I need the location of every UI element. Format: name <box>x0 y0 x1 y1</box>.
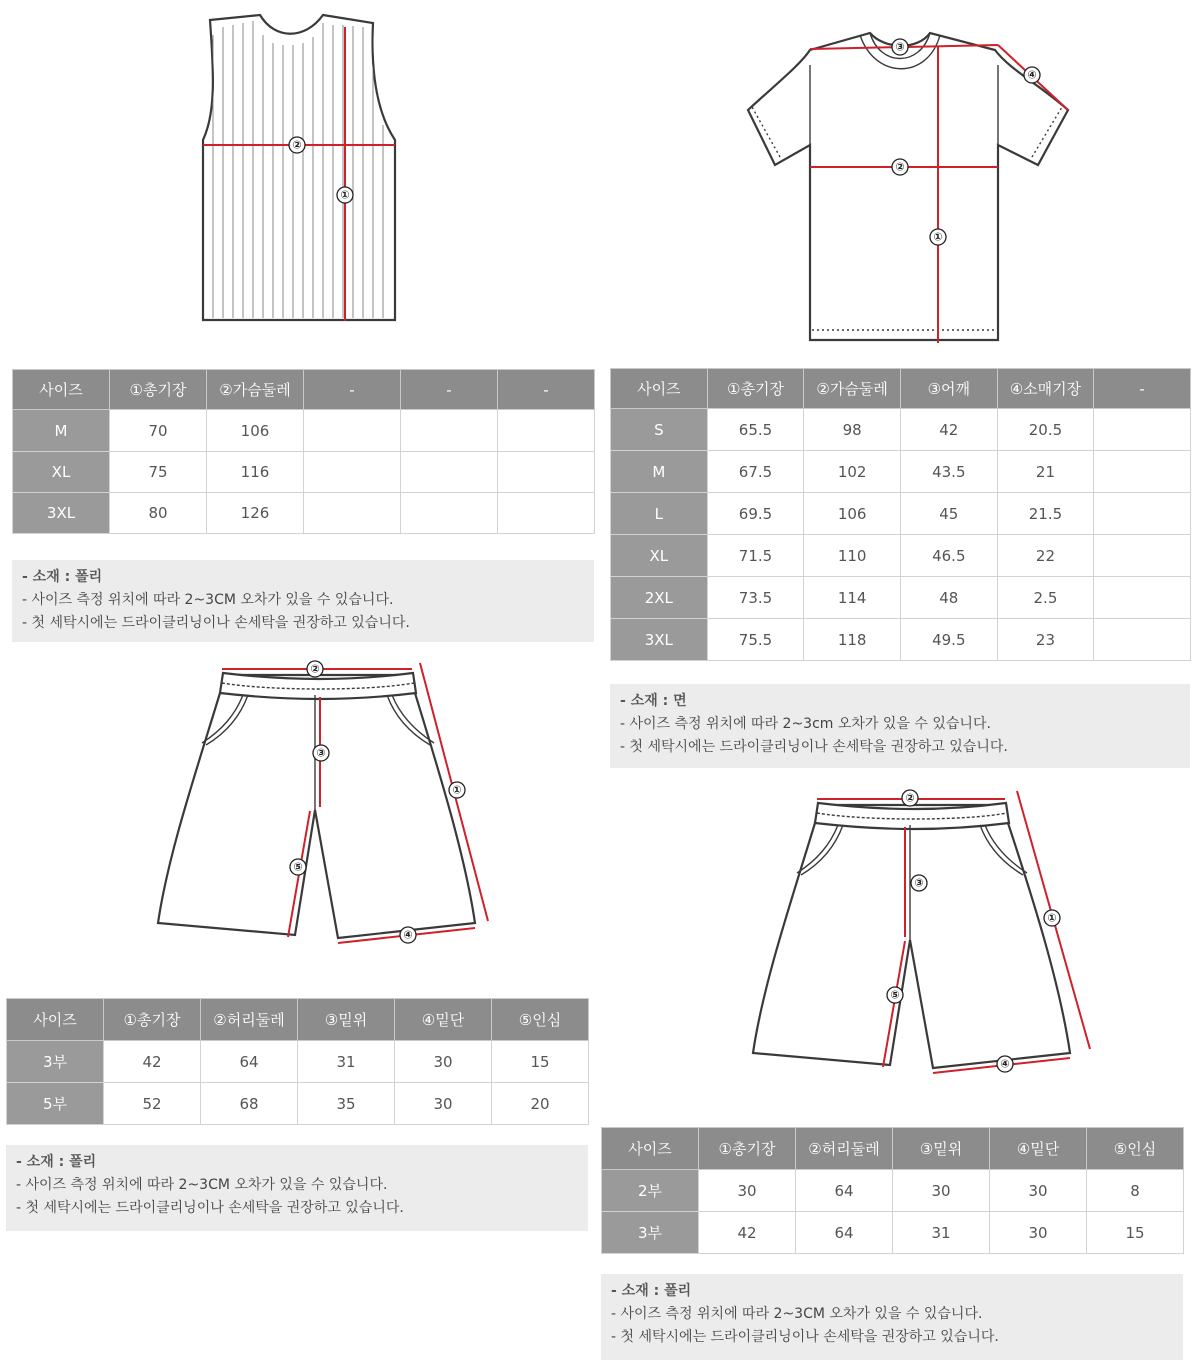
header-cell: ③밑위 <box>298 999 395 1041</box>
table-cell: 21 <box>997 451 1094 493</box>
header-cell: - <box>401 370 498 410</box>
table-cell <box>304 452 401 493</box>
table-cell: 75.5 <box>707 619 804 661</box>
table-cell: 30 <box>893 1170 990 1212</box>
table-row <box>602 1170 1184 1212</box>
table-cell: 106 <box>804 493 901 535</box>
note-line: - 사이즈 측정 위치에 따라 2~3cm 오차가 있을 수 있습니다. <box>620 716 991 732</box>
table-cell: 65.5 <box>707 409 804 451</box>
svg-text:②: ② <box>292 138 302 152</box>
table-row <box>7 1083 589 1125</box>
size-table-shorts-a <box>6 998 589 1125</box>
svg-text:③: ③ <box>914 876 924 890</box>
note-line: - 첫 세탁시에는 드라이클리닝이나 손세탁을 권장하고 있습니다. <box>22 615 410 631</box>
header-cell: ④소매기장 <box>997 369 1094 409</box>
material-note: - 소재 : 폴리 <box>611 1283 692 1299</box>
notes-sleeveless <box>12 560 594 642</box>
header-cell: ①총기장 <box>699 1128 796 1170</box>
table-cell: 118 <box>804 619 901 661</box>
svg-text:②: ② <box>310 662 320 676</box>
material-note: - 소재 : 면 <box>620 693 687 709</box>
table-cell: 64 <box>796 1212 893 1254</box>
table-header-row <box>7 999 589 1041</box>
svg-text:⑤: ⑤ <box>890 988 900 1002</box>
table-cell <box>498 410 595 452</box>
svg-text:①: ① <box>933 230 943 244</box>
size-label-cell: 5부 <box>7 1083 104 1125</box>
table-cell: 49.5 <box>900 619 997 661</box>
table-cell: 68 <box>201 1083 298 1125</box>
table-header-row <box>602 1128 1184 1170</box>
size-label-cell: XL <box>611 535 708 577</box>
svg-text:④: ④ <box>1000 1057 1010 1071</box>
header-cell: ③밑위 <box>893 1128 990 1170</box>
table-cell <box>401 452 498 493</box>
table-cell: 30 <box>990 1170 1087 1212</box>
svg-text:③: ③ <box>895 40 905 54</box>
header-cell: 사이즈 <box>611 369 708 409</box>
header-cell: ④밑단 <box>990 1128 1087 1170</box>
table-row <box>611 451 1191 493</box>
table-cell: 8 <box>1087 1170 1184 1212</box>
table-cell <box>304 493 401 534</box>
shorts-a-illustration <box>150 655 500 950</box>
header-cell: ②가슴둘레 <box>804 369 901 409</box>
table-cell: 30 <box>990 1212 1087 1254</box>
header-cell: ②가슴둘레 <box>207 370 304 410</box>
shorts-b-illustration <box>745 785 1100 1080</box>
table-cell: 20 <box>492 1083 589 1125</box>
svg-text:④: ④ <box>1027 68 1037 82</box>
table-header-row <box>13 370 595 410</box>
table-cell: 2.5 <box>997 577 1094 619</box>
notes-shorts-a <box>6 1145 588 1231</box>
table-cell: 46.5 <box>900 535 997 577</box>
size-label-cell: 3부 <box>7 1041 104 1083</box>
svg-text:⑤: ⑤ <box>293 860 303 874</box>
table-cell: 15 <box>492 1041 589 1083</box>
note-line: - 사이즈 측정 위치에 따라 2~3CM 오차가 있을 수 있습니다. <box>16 1177 388 1193</box>
table-cell <box>498 452 595 493</box>
table-row <box>611 535 1191 577</box>
table-cell: 42 <box>104 1041 201 1083</box>
svg-text:①: ① <box>1047 911 1057 925</box>
table-cell <box>1094 493 1191 535</box>
table-row <box>611 619 1191 661</box>
header-cell: ①총기장 <box>104 999 201 1041</box>
notes-shorts-b <box>601 1274 1183 1360</box>
header-cell: ⑤인심 <box>1087 1128 1184 1170</box>
table-cell <box>1094 535 1191 577</box>
table-row <box>602 1212 1184 1254</box>
header-cell: 사이즈 <box>7 999 104 1041</box>
table-cell <box>1094 451 1191 493</box>
table-cell: 30 <box>395 1083 492 1125</box>
note-line: - 사이즈 측정 위치에 따라 2~3CM 오차가 있을 수 있습니다. <box>22 592 394 608</box>
size-table-shorts-b <box>601 1127 1184 1254</box>
size-label-cell: 2XL <box>611 577 708 619</box>
table-row <box>13 410 595 452</box>
size-label-cell: M <box>13 410 110 452</box>
header-cell: 사이즈 <box>602 1128 699 1170</box>
svg-text:②: ② <box>905 791 915 805</box>
table-cell: 75 <box>110 452 207 493</box>
table-cell: 48 <box>900 577 997 619</box>
header-cell: ②허리둘레 <box>796 1128 893 1170</box>
table-cell <box>401 410 498 452</box>
table-cell: 64 <box>796 1170 893 1212</box>
table-cell: 15 <box>1087 1212 1184 1254</box>
header-cell: - <box>304 370 401 410</box>
table-cell: 106 <box>207 410 304 452</box>
size-label-cell: 3XL <box>611 619 708 661</box>
table-cell <box>1094 577 1191 619</box>
table-cell: 35 <box>298 1083 395 1125</box>
size-label-cell: S <box>611 409 708 451</box>
size-label-cell: 3XL <box>13 493 110 534</box>
table-cell: 70 <box>110 410 207 452</box>
header-cell: ④밑단 <box>395 999 492 1041</box>
table-cell: 126 <box>207 493 304 534</box>
size-label-cell: M <box>611 451 708 493</box>
table-cell: 31 <box>298 1041 395 1083</box>
table-cell: 102 <box>804 451 901 493</box>
tshirt-illustration <box>740 25 1080 350</box>
table-cell: 45 <box>900 493 997 535</box>
table-cell <box>1094 619 1191 661</box>
notes-tshirt <box>610 684 1190 768</box>
table-row <box>7 1041 589 1083</box>
table-cell: 22 <box>997 535 1094 577</box>
table-cell: 80 <box>110 493 207 534</box>
svg-text:①: ① <box>452 783 462 797</box>
table-cell <box>1094 409 1191 451</box>
header-cell: ②허리둘레 <box>201 999 298 1041</box>
table-cell: 42 <box>699 1212 796 1254</box>
table-cell: 114 <box>804 577 901 619</box>
table-cell: 31 <box>893 1212 990 1254</box>
table-cell: 42 <box>900 409 997 451</box>
table-cell: 98 <box>804 409 901 451</box>
header-cell: - <box>498 370 595 410</box>
svg-text:③: ③ <box>316 746 326 760</box>
note-line: - 첫 세탁시에는 드라이클리닝이나 손세탁을 권장하고 있습니다. <box>620 739 1008 755</box>
sleeveless-illustration <box>195 5 415 330</box>
table-cell: 71.5 <box>707 535 804 577</box>
table-row <box>611 493 1191 535</box>
table-row <box>611 409 1191 451</box>
size-label-cell: 3부 <box>602 1212 699 1254</box>
size-table-sleeveless <box>12 369 595 534</box>
table-cell: 69.5 <box>707 493 804 535</box>
material-note: - 소재 : 폴리 <box>22 569 103 585</box>
header-cell: ①총기장 <box>707 369 804 409</box>
note-line: - 첫 세탁시에는 드라이클리닝이나 손세탁을 권장하고 있습니다. <box>611 1329 999 1345</box>
table-cell: 23 <box>997 619 1094 661</box>
table-cell <box>401 493 498 534</box>
table-cell: 30 <box>395 1041 492 1083</box>
table-cell: 43.5 <box>900 451 997 493</box>
table-cell <box>304 410 401 452</box>
size-label-cell: L <box>611 493 708 535</box>
table-cell <box>498 493 595 534</box>
table-cell: 30 <box>699 1170 796 1212</box>
header-cell: ⑤인심 <box>492 999 589 1041</box>
size-label-cell: XL <box>13 452 110 493</box>
table-cell: 116 <box>207 452 304 493</box>
svg-text:④: ④ <box>403 928 413 942</box>
table-cell: 110 <box>804 535 901 577</box>
table-cell: 64 <box>201 1041 298 1083</box>
header-cell: ③어깨 <box>900 369 997 409</box>
note-line: - 사이즈 측정 위치에 따라 2~3CM 오차가 있을 수 있습니다. <box>611 1306 983 1322</box>
size-table-tshirt <box>610 368 1191 661</box>
header-cell: - <box>1094 369 1191 409</box>
header-cell: 사이즈 <box>13 370 110 410</box>
size-label-cell: 2부 <box>602 1170 699 1212</box>
table-row <box>13 493 595 534</box>
svg-text:①: ① <box>340 188 350 202</box>
table-header-row <box>611 369 1191 409</box>
table-cell: 21.5 <box>997 493 1094 535</box>
table-cell: 20.5 <box>997 409 1094 451</box>
table-row <box>13 452 595 493</box>
table-cell: 73.5 <box>707 577 804 619</box>
table-cell: 67.5 <box>707 451 804 493</box>
table-row <box>611 577 1191 619</box>
material-note: - 소재 : 폴리 <box>16 1154 97 1170</box>
header-cell: ①총기장 <box>110 370 207 410</box>
table-cell: 52 <box>104 1083 201 1125</box>
note-line: - 첫 세탁시에는 드라이클리닝이나 손세탁을 권장하고 있습니다. <box>16 1200 404 1216</box>
svg-text:②: ② <box>895 160 905 174</box>
